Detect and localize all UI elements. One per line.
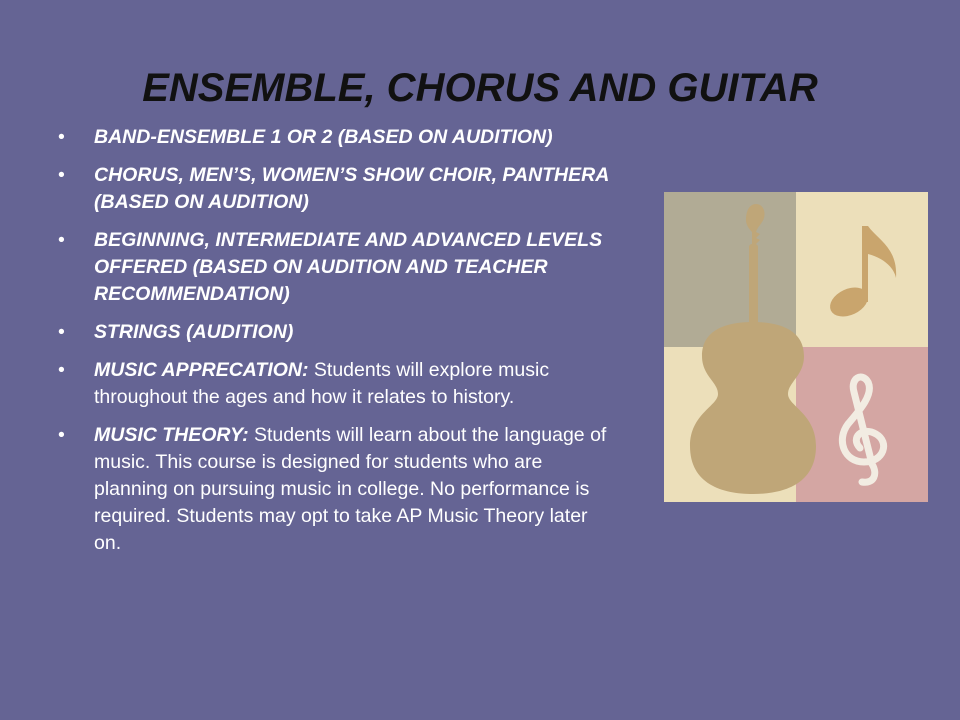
bullet-item-strings	[58, 319, 610, 346]
music-collage-image	[664, 192, 928, 502]
bullet-item-music-theory	[58, 422, 610, 557]
bullet-marker: •	[58, 321, 65, 343]
bullet-marker: •	[58, 359, 65, 381]
bullet-marker: •	[58, 229, 65, 251]
bullet-item-music-appreciation	[58, 357, 610, 411]
bullet-text: Students will learn about the language of music. This course is designed for students who are planning on pursuing music in college. No performance is required. Students may opt to take AP Music Theory later on.	[94, 424, 607, 554]
bullet-text: Students will explore music throughout the ages and how it relates to history.	[94, 359, 550, 408]
bullet-heading: MUSIC APPRECATION:	[94, 359, 309, 381]
bullet-heading: BEGINNING, INTERMEDIATE AND ADVANCED LEVELS OFFERED (BASED ON AUDITION AND TEACHER RECOMMENDATION)	[94, 229, 603, 305]
bullet-heading: MUSIC THEORY:	[94, 424, 249, 446]
panel-top-left	[664, 192, 796, 347]
bullet-heading: BAND-ENSEMBLE 1 OR 2 (BASED ON AUDITION)	[94, 126, 553, 148]
bullet-item-guitar-levels	[58, 227, 610, 308]
bullet-marker: •	[58, 424, 65, 446]
bullet-marker: •	[58, 126, 65, 148]
bullet-marker: •	[58, 164, 65, 186]
bullet-item-band	[58, 124, 610, 151]
slide-title: ENSEMBLE, CHORUS AND GUITAR	[142, 66, 818, 110]
bullet-list	[58, 124, 610, 568]
bullet-item-chorus	[58, 162, 610, 216]
bullet-heading: CHORUS, MEN’S, WOMEN’S SHOW CHOIR, PANTHERA (BASED ON AUDITION)	[94, 164, 609, 213]
bullet-heading: STRINGS (AUDITION)	[94, 321, 294, 343]
